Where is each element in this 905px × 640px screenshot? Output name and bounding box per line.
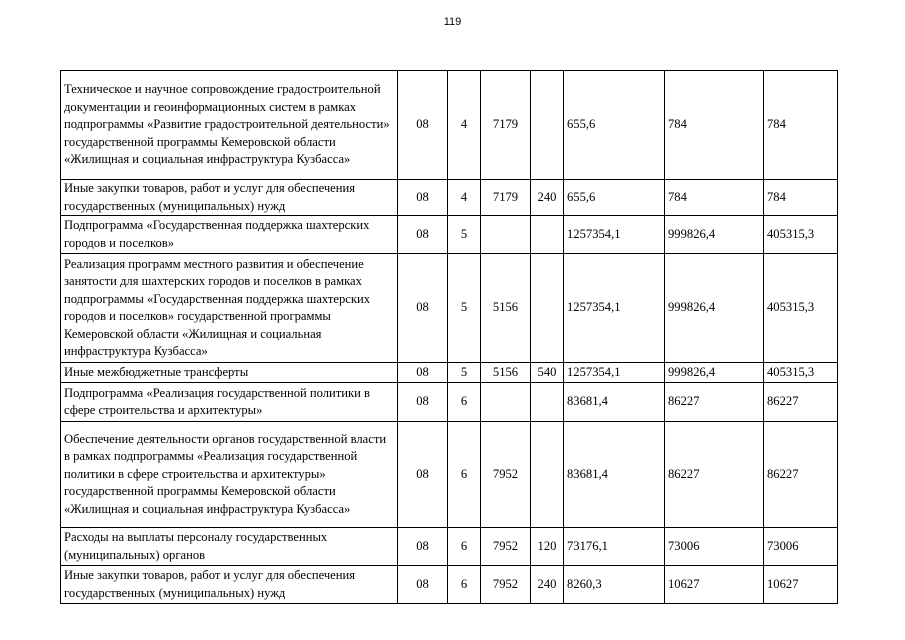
- target-article-cell: [481, 216, 531, 254]
- table-row: [61, 180, 838, 216]
- amount-cell-3: 405315,3: [764, 363, 838, 383]
- section-code-cell: 08: [398, 528, 448, 566]
- row-name-cell: Реализация программ местного развития и обеспечение занятости для шахтерских городов и поселков в рамках подпрограммы «Государственная поддержка шахтерских городов и поселков» государственной программы Кемеровской области «Жилищная и социальная инфраструктура Кузбасса»: [61, 254, 398, 363]
- page-number: 119: [443, 16, 462, 28]
- table-row: [61, 566, 838, 604]
- subsection-code-cell: 5: [448, 216, 481, 254]
- expense-type-cell: [531, 71, 564, 180]
- amount-cell-1: 83681,4: [564, 422, 665, 528]
- amount-cell-3: 73006: [764, 528, 838, 566]
- subsection-code-cell: 6: [448, 528, 481, 566]
- target-article-cell: 5156: [481, 254, 531, 363]
- section-code-cell: 08: [398, 180, 448, 216]
- amount-cell-2: 999826,4: [665, 254, 764, 363]
- target-article-cell: 7952: [481, 566, 531, 604]
- amount-cell-1: 83681,4: [564, 383, 665, 422]
- subsection-code-cell: 6: [448, 566, 481, 604]
- target-article-cell: [481, 383, 531, 422]
- target-article-cell: 7179: [481, 180, 531, 216]
- amount-cell-1: 8260,3: [564, 566, 665, 604]
- section-code-cell: 08: [398, 383, 448, 422]
- subsection-code-cell: 6: [448, 383, 481, 422]
- amount-cell-2: 784: [665, 180, 764, 216]
- target-article-cell: 5156: [481, 363, 531, 383]
- amount-cell-3: 784: [764, 71, 838, 180]
- section-code-cell: 08: [398, 216, 448, 254]
- expense-type-cell: [531, 254, 564, 363]
- amount-cell-2: 86227: [665, 383, 764, 422]
- expense-type-cell: 120: [531, 528, 564, 566]
- expense-type-cell: [531, 383, 564, 422]
- table-row: [61, 254, 838, 363]
- table-row: [61, 71, 838, 180]
- table-row: [61, 422, 838, 528]
- row-name-cell: Техническое и научное сопровождение градостроительной документации и геоинформационных систем в рамках подпрограммы «Развитие градостроительной деятельности» государственной программы Кемеровской области «Жилищная и социальная инфраструктура Кузбасса»: [61, 71, 398, 180]
- amount-cell-1: 1257354,1: [564, 363, 665, 383]
- amount-cell-2: 999826,4: [665, 363, 764, 383]
- subsection-code-cell: 5: [448, 254, 481, 363]
- amount-cell-1: 73176,1: [564, 528, 665, 566]
- section-code-cell: 08: [398, 363, 448, 383]
- amount-cell-3: 405315,3: [764, 216, 838, 254]
- expense-type-cell: [531, 422, 564, 528]
- row-name-cell: Иные межбюджетные трансферты: [61, 363, 398, 383]
- section-code-cell: 08: [398, 71, 448, 180]
- amount-cell-3: 86227: [764, 422, 838, 528]
- row-name-cell: Подпрограмма «Реализация государственной политики в сфере строительства и архитектуры»: [61, 383, 398, 422]
- row-name-cell: Подпрограмма «Государственная поддержка шахтерских городов и поселков»: [61, 216, 398, 254]
- amount-cell-1: 1257354,1: [564, 216, 665, 254]
- row-name-cell: Обеспечение деятельности органов государственной власти в рамках подпрограммы «Реализация государственной политики в сфере строительства и архитектуры» государственной программы Кемеровской области «Жилищная и социальная инфраструктура Кузбасса»: [61, 422, 398, 528]
- subsection-code-cell: 4: [448, 180, 481, 216]
- subsection-code-cell: 5: [448, 363, 481, 383]
- table-body: [61, 71, 838, 604]
- amount-cell-2: 10627: [665, 566, 764, 604]
- budget-table: [60, 70, 838, 604]
- amount-cell-3: 784: [764, 180, 838, 216]
- section-code-cell: 08: [398, 566, 448, 604]
- section-code-cell: 08: [398, 422, 448, 528]
- table-row: [61, 383, 838, 422]
- amount-cell-2: 73006: [665, 528, 764, 566]
- expense-type-cell: 540: [531, 363, 564, 383]
- target-article-cell: 7952: [481, 528, 531, 566]
- amount-cell-2: 86227: [665, 422, 764, 528]
- target-article-cell: 7952: [481, 422, 531, 528]
- amount-cell-1: 1257354,1: [564, 254, 665, 363]
- subsection-code-cell: 6: [448, 422, 481, 528]
- amount-cell-2: 784: [665, 71, 764, 180]
- subsection-code-cell: 4: [448, 71, 481, 180]
- target-article-cell: 7179: [481, 71, 531, 180]
- amount-cell-3: 86227: [764, 383, 838, 422]
- table-row: [61, 216, 838, 254]
- expense-type-cell: [531, 216, 564, 254]
- row-name-cell: Иные закупки товаров, работ и услуг для обеспечения государственных (муниципальных) нужд: [61, 566, 398, 604]
- row-name-cell: Расходы на выплаты персоналу государственных (муниципальных) органов: [61, 528, 398, 566]
- amount-cell-3: 405315,3: [764, 254, 838, 363]
- expense-type-cell: 240: [531, 180, 564, 216]
- amount-cell-2: 999826,4: [665, 216, 764, 254]
- expense-type-cell: 240: [531, 566, 564, 604]
- table-row: [61, 528, 838, 566]
- amount-cell-1: 655,6: [564, 180, 665, 216]
- amount-cell-1: 655,6: [564, 71, 665, 180]
- section-code-cell: 08: [398, 254, 448, 363]
- table-row: [61, 363, 838, 383]
- row-name-cell: Иные закупки товаров, работ и услуг для обеспечения государственных (муниципальных) нужд: [61, 180, 398, 216]
- amount-cell-3: 10627: [764, 566, 838, 604]
